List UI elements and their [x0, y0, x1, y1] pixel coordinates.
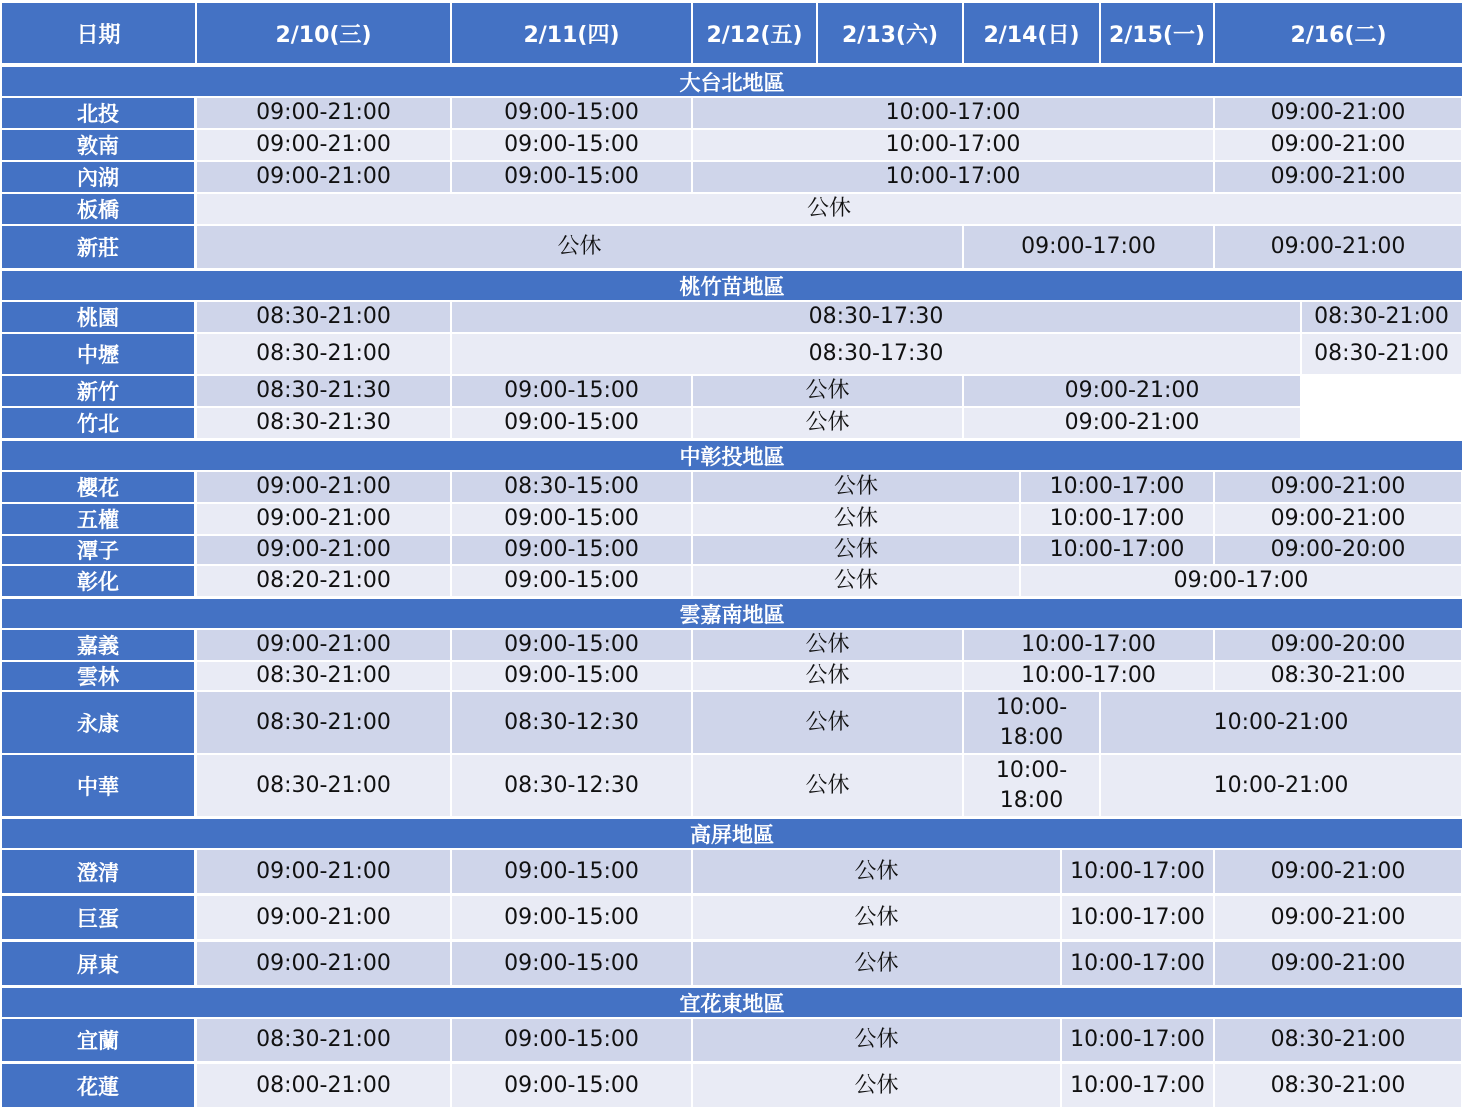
- hours-cell: 08:30-21:00: [197, 662, 450, 690]
- hours-cell: 公休: [693, 566, 1019, 596]
- hours-cell: 09:00-15:00: [452, 942, 691, 985]
- branch-name: 新莊: [2, 226, 194, 268]
- header-date-label: 日期: [2, 3, 195, 63]
- region-title: 雲嘉南地區: [2, 599, 1462, 628]
- branch-name: 嘉義: [2, 630, 194, 660]
- branch-name: 澄清: [2, 850, 194, 893]
- hours-cell: 公休: [693, 662, 962, 690]
- hours-cell: 10:00-17:00: [1062, 1019, 1213, 1061]
- hours-cell: 公休: [197, 194, 1461, 224]
- hours-cell: 09:00-15:00: [452, 630, 691, 660]
- hours-cell: 09:00-21:00: [1215, 896, 1461, 939]
- branch-name: 雲林: [2, 662, 194, 690]
- hours-cell: 09:00-21:00: [964, 376, 1300, 406]
- hours-cell: 10:00-17:00: [1062, 896, 1213, 939]
- hours-cell: 09:00-21:00: [197, 630, 450, 660]
- header-date-4: 2/13(六): [818, 3, 962, 63]
- branch-name: 北投: [2, 98, 194, 128]
- hours-cell: 08:30-21:00: [197, 692, 450, 753]
- header-date-1: 2/10(三): [197, 3, 450, 63]
- branch-name: 敦南: [2, 130, 194, 160]
- branch-name: 彰化: [2, 566, 194, 596]
- hours-cell: 公休: [693, 755, 962, 816]
- hours-cell: 08:30-21:00: [1302, 302, 1461, 332]
- branch-name: 中華: [2, 755, 194, 816]
- hours-cell: 09:00-21:00: [197, 536, 450, 564]
- hours-cell: 08:30-21:30: [197, 376, 450, 406]
- branch-name: 永康: [2, 692, 194, 753]
- hours-cell: 08:30-21:00: [1215, 1064, 1461, 1107]
- hours-cell: 08:30-21:00: [197, 755, 450, 816]
- hours-cell: 09:00-21:00: [1215, 98, 1461, 128]
- branch-name: 內湖: [2, 162, 194, 192]
- hours-cell: 08:30-12:30: [452, 755, 691, 816]
- hours-cell: 公休: [197, 226, 962, 268]
- hours-cell: 08:30-15:00: [452, 472, 691, 502]
- hours-cell: 公休: [693, 850, 1060, 893]
- hours-cell: 08:30-21:00: [1215, 662, 1461, 690]
- hours-cell: 公休: [693, 536, 1019, 564]
- hours-cell: 09:00-21:00: [1215, 850, 1461, 893]
- hours-cell: 08:30-21:00: [1302, 334, 1461, 374]
- hours-cell: 09:00-17:00: [1021, 566, 1461, 596]
- branch-name: 竹北: [2, 408, 194, 438]
- hours-cell: 09:00-21:00: [1215, 130, 1461, 160]
- hours-cell: 08:20-21:00: [197, 566, 450, 596]
- header-date-6: 2/15(一): [1101, 3, 1213, 63]
- header-date-7: 2/16(二): [1215, 3, 1462, 63]
- hours-cell: 08:00-21:00: [197, 1064, 450, 1107]
- region-title: 大台北地區: [2, 67, 1462, 96]
- hours-cell: 09:00-21:00: [1215, 472, 1461, 502]
- hours-cell: 09:00-15:00: [452, 896, 691, 939]
- hours-cell: 08:30-17:30: [452, 334, 1300, 374]
- hours-cell: 公休: [693, 630, 962, 660]
- hours-cell: 10:00-17:00: [693, 98, 1213, 128]
- hours-cell: 09:00-15:00: [452, 376, 691, 406]
- branch-name: 花蓮: [2, 1064, 194, 1107]
- hours-cell: 10:00-17:00: [1062, 1064, 1213, 1107]
- hours-cell: 09:00-21:00: [964, 408, 1300, 438]
- hours-cell: 08:30-21:00: [1215, 1019, 1461, 1061]
- hours-cell: 09:00-21:00: [197, 98, 450, 128]
- hours-cell: 08:30-21:30: [197, 408, 450, 438]
- hours-cell: 公休: [693, 942, 1060, 985]
- branch-name: 新竹: [2, 376, 194, 406]
- header-date-5: 2/14(日): [964, 3, 1099, 63]
- hours-cell: 10:00-17:00: [693, 130, 1213, 160]
- branch-name: 櫻花: [2, 472, 194, 502]
- hours-cell: 公休: [693, 504, 1019, 534]
- hours-cell: 08:30-17:30: [452, 302, 1300, 332]
- branch-name: 五權: [2, 504, 194, 534]
- hours-cell: 09:00-15:00: [452, 536, 691, 564]
- hours-cell: 公休: [693, 1019, 1060, 1061]
- hours-cell: 09:00-15:00: [452, 662, 691, 690]
- region-title: 宜花東地區: [2, 988, 1462, 1017]
- hours-cell: 09:00-15:00: [452, 566, 691, 596]
- hours-cell: 09:00-15:00: [452, 1019, 691, 1061]
- hours-cell: 08:30-12:30: [452, 692, 691, 753]
- hours-cell: 09:00-17:00: [964, 226, 1213, 268]
- region-title: 高屏地區: [2, 819, 1462, 848]
- hours-cell: 09:00-21:00: [1215, 504, 1461, 534]
- hours-cell: 10:00-17:00: [1021, 472, 1213, 502]
- region-title: 中彰投地區: [2, 441, 1462, 470]
- hours-cell: 09:00-21:00: [1215, 162, 1461, 192]
- hours-cell: 09:00-21:00: [197, 162, 450, 192]
- hours-cell: 09:00-15:00: [452, 504, 691, 534]
- hours-cell: 09:00-21:00: [197, 504, 450, 534]
- hours-cell: 09:00-21:00: [1215, 942, 1461, 985]
- hours-cell: 公休: [693, 408, 962, 438]
- hours-cell: 09:00-15:00: [452, 408, 691, 438]
- branch-name: 中壢: [2, 334, 194, 374]
- hours-cell: 公休: [693, 692, 962, 753]
- hours-cell: 10:00-17:00: [693, 162, 1213, 192]
- hours-cell: 09:00-21:00: [197, 472, 450, 502]
- hours-cell: 09:00-21:00: [1215, 226, 1461, 268]
- hours-cell: 08:30-21:00: [197, 334, 450, 374]
- branch-name: 宜蘭: [2, 1019, 194, 1061]
- hours-cell: 09:00-15:00: [452, 1064, 691, 1107]
- hours-cell: 10:00-21:00: [1101, 755, 1461, 816]
- hours-cell: 10:00-17:00: [964, 630, 1213, 660]
- hours-cell: 09:00-20:00: [1215, 630, 1461, 660]
- header-date-2: 2/11(四): [452, 3, 691, 63]
- hours-cell: 公休: [693, 376, 962, 406]
- hours-cell: 10:00- 18:00: [964, 692, 1099, 753]
- hours-cell: 10:00-17:00: [1062, 850, 1213, 893]
- branch-name: 板橋: [2, 194, 194, 224]
- hours-cell: 10:00-17:00: [1021, 504, 1213, 534]
- hours-cell: 公休: [693, 896, 1060, 939]
- hours-cell: 08:30-21:00: [197, 302, 450, 332]
- hours-cell: 10:00- 18:00: [964, 755, 1099, 816]
- hours-cell: 09:00-15:00: [452, 130, 691, 160]
- hours-cell: 09:00-21:00: [197, 850, 450, 893]
- hours-cell: 09:00-20:00: [1215, 536, 1461, 564]
- hours-cell: 08:30-21:00: [197, 1019, 450, 1061]
- branch-name: 潭子: [2, 536, 194, 564]
- hours-cell: 10:00-21:00: [1101, 692, 1461, 753]
- hours-cell: 10:00-17:00: [1062, 942, 1213, 985]
- hours-cell: 09:00-15:00: [452, 98, 691, 128]
- branch-name: 巨蛋: [2, 896, 194, 939]
- branch-name: 屏東: [2, 942, 194, 985]
- hours-cell: 09:00-15:00: [452, 850, 691, 893]
- hours-cell: 10:00-17:00: [1021, 536, 1213, 564]
- branch-name: 桃園: [2, 302, 194, 332]
- hours-cell: 09:00-21:00: [197, 130, 450, 160]
- hours-cell: 09:00-15:00: [452, 162, 691, 192]
- hours-cell: 公休: [693, 1064, 1060, 1107]
- hours-cell: 10:00-17:00: [964, 662, 1213, 690]
- hours-cell: 09:00-21:00: [197, 942, 450, 985]
- region-title: 桃竹苗地區: [2, 271, 1462, 300]
- hours-cell: 公休: [693, 472, 1019, 502]
- hours-cell: 09:00-21:00: [197, 896, 450, 939]
- header-date-3: 2/12(五): [693, 3, 816, 63]
